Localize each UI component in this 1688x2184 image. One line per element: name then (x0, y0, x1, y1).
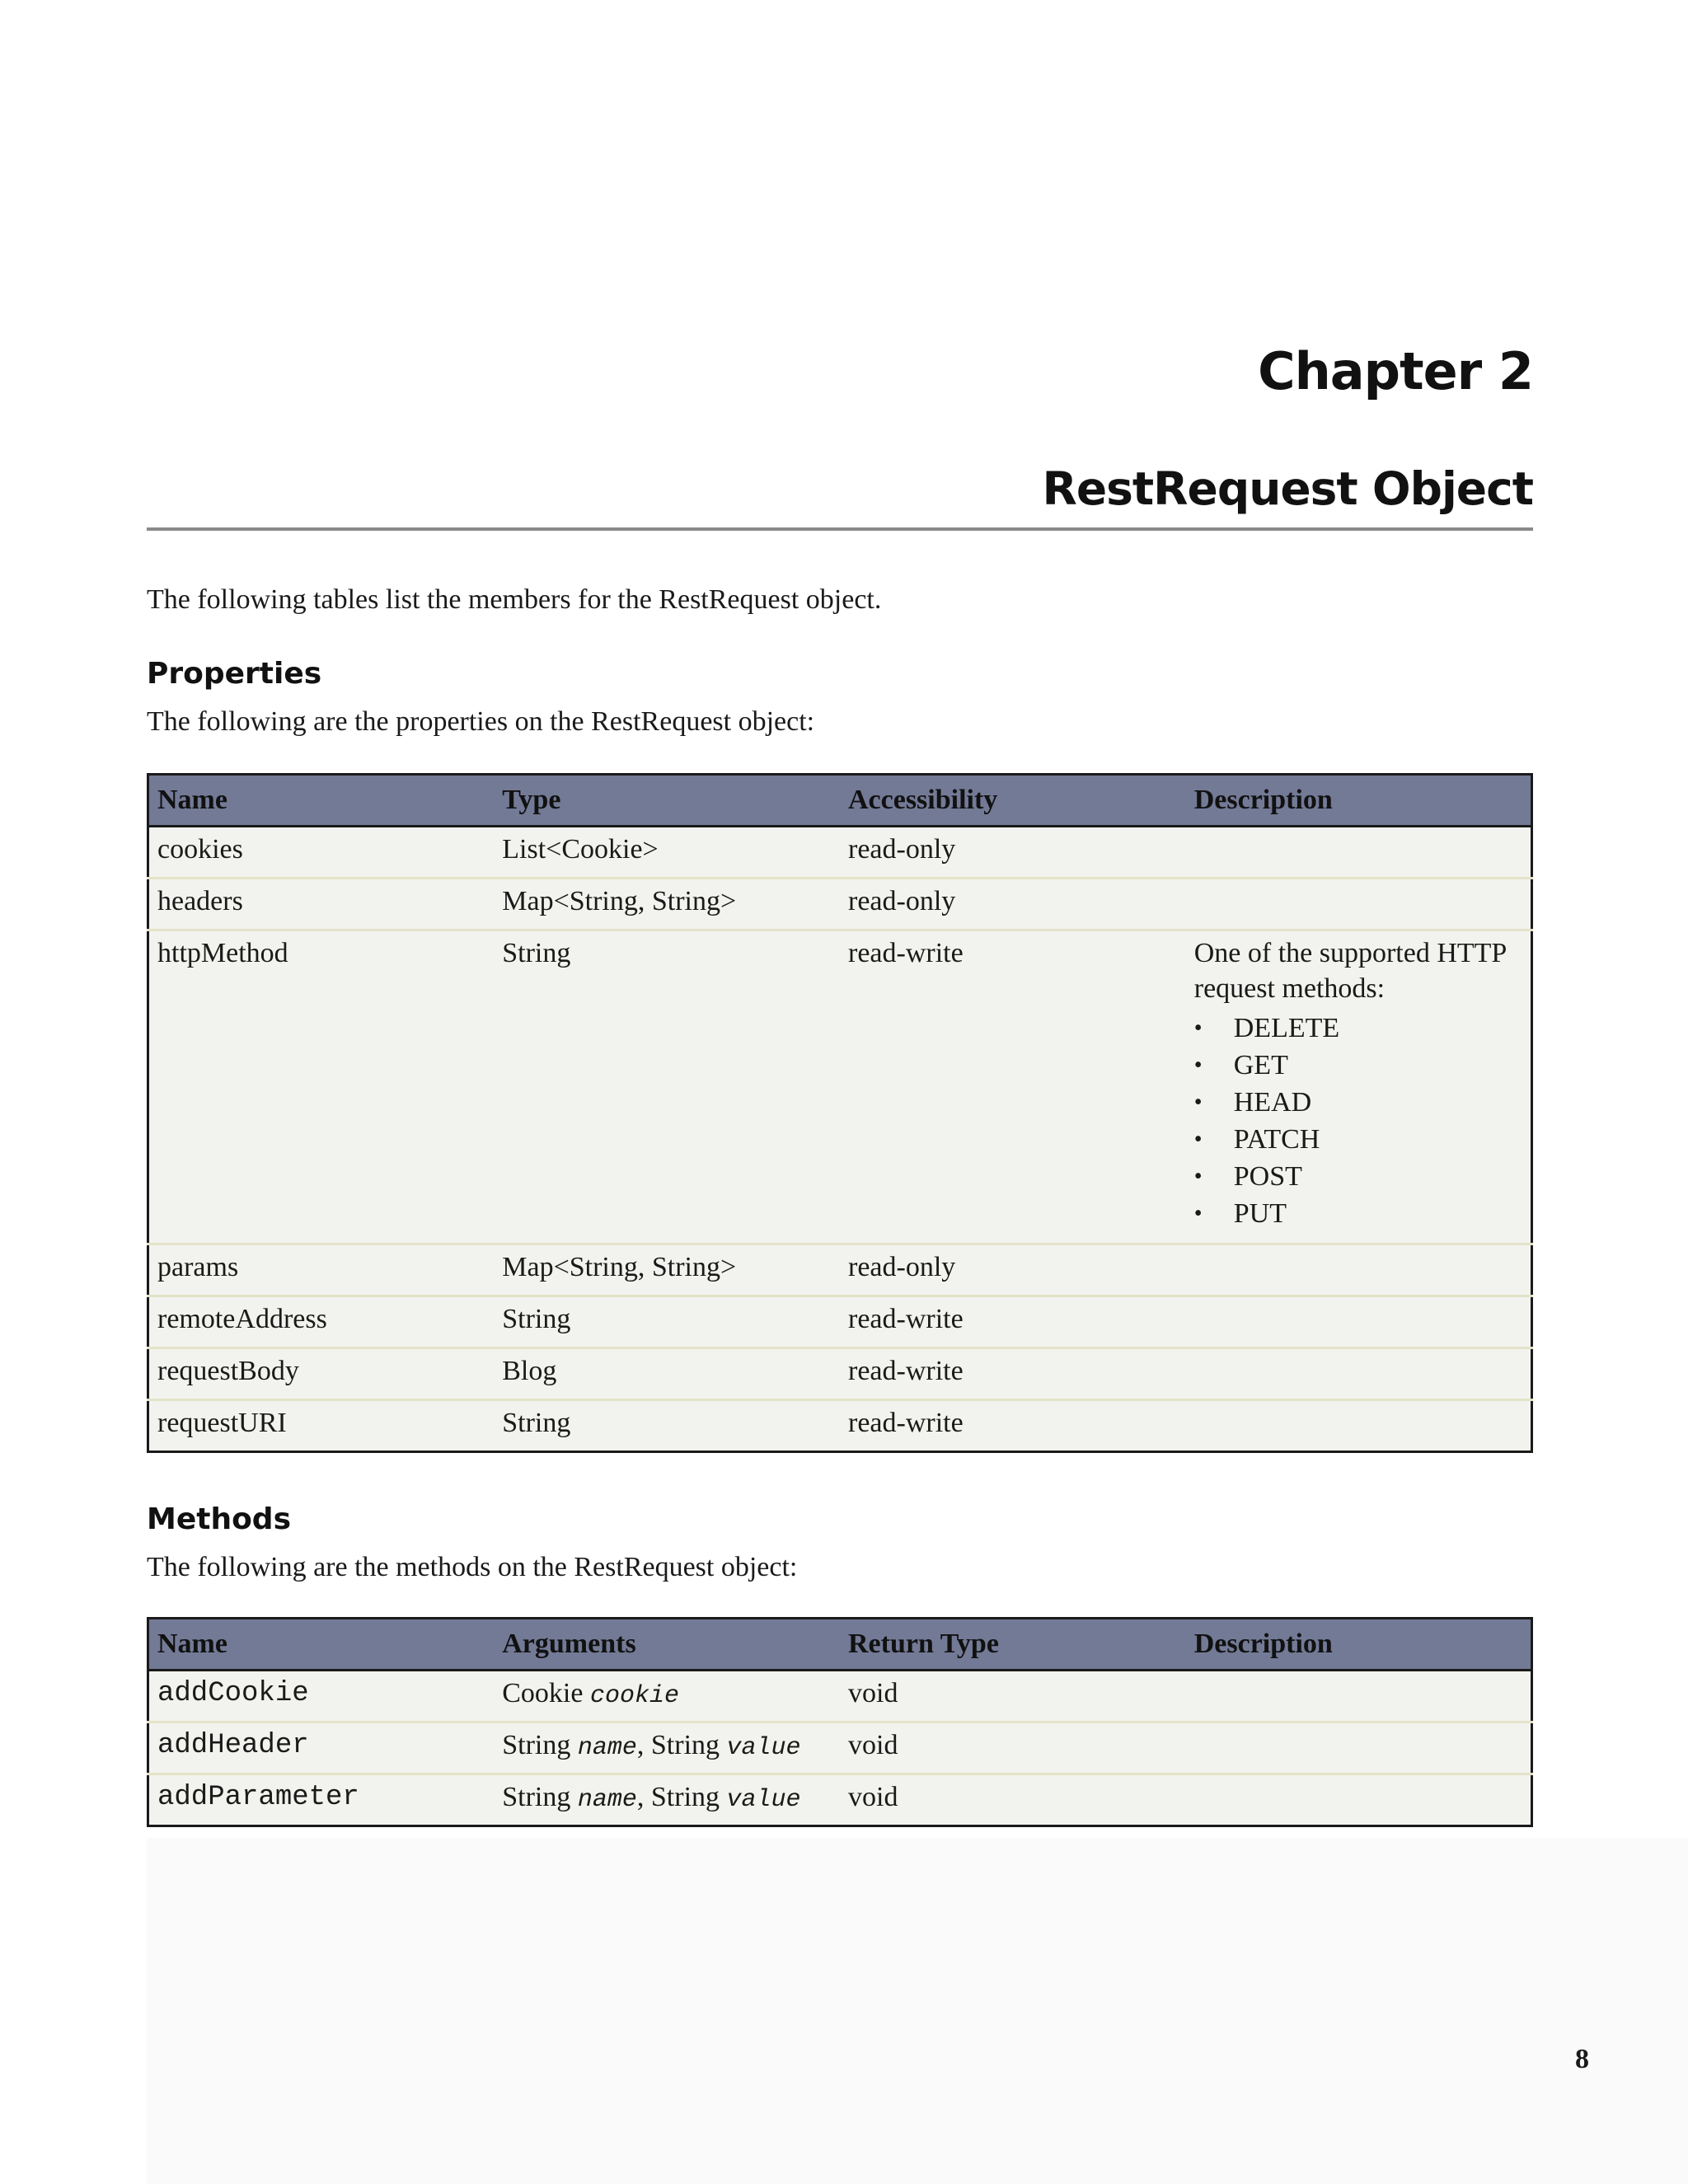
argument-name: cookie (589, 1682, 679, 1710)
property-accessibility: read-only (840, 1244, 1186, 1296)
method-arguments (494, 1671, 840, 1722)
table-row (148, 1774, 1532, 1826)
method-return-type: void (840, 1671, 1186, 1722)
property-accessibility: read-only (840, 879, 1186, 930)
methods-heading: Methods (147, 1502, 292, 1536)
property-description-cell (1186, 930, 1532, 1244)
property-accessibility: read-only (840, 827, 1186, 879)
property-type: Map<String, String> (494, 879, 840, 930)
properties-heading: Properties (147, 657, 322, 691)
property-type: List<Cookie> (494, 827, 840, 879)
column-header-accessibility: Accessibility (840, 775, 1186, 827)
property-description (1186, 879, 1532, 930)
property-description (1186, 1348, 1532, 1400)
property-type: String (494, 930, 840, 1244)
chapter-title: RestRequest Object (1042, 462, 1533, 515)
methods-description: The following are the methods on the RestRequest object: (147, 1552, 798, 1582)
property-name: requestBody (148, 1348, 495, 1400)
column-header-return-type: Return Type (840, 1619, 1186, 1671)
method-arguments: String name, String value (502, 1782, 801, 1814)
method-name: addParameter (157, 1782, 359, 1813)
property-type: String (502, 1408, 571, 1438)
column-header-name: Name (148, 1619, 495, 1671)
method-return-type: void (840, 1722, 1186, 1774)
property-accessibility: read-write (840, 1348, 1186, 1400)
methods-header-row (148, 1619, 1532, 1671)
list-item: • GET (1194, 1047, 1522, 1084)
property-accessibility: read-write (848, 1408, 964, 1438)
argument-type: String (650, 1730, 720, 1760)
property-description: One of the supported HTTP request methods: (1193, 938, 1507, 1004)
property-description (1186, 1400, 1532, 1452)
argument-type: Cookie (502, 1678, 584, 1708)
property-accessibility: read-write (840, 930, 1186, 1244)
column-header-arguments: Arguments (494, 1619, 840, 1671)
argument-name: value (726, 1786, 801, 1814)
property-description (1186, 1244, 1532, 1296)
argument-type: String (502, 1782, 571, 1812)
chapter-label: Chapter 2 (1258, 341, 1533, 401)
property-description (1186, 1296, 1532, 1348)
property-name: httpMethod (148, 930, 495, 1244)
method-description (1186, 1722, 1532, 1774)
properties-table (147, 773, 1533, 1453)
table-row (148, 827, 1532, 879)
property-description (1186, 827, 1532, 879)
argument-type: String (650, 1782, 720, 1812)
properties-header-row (148, 775, 1532, 827)
table-row (148, 1400, 1532, 1452)
argument-name: value (726, 1734, 801, 1762)
column-header-name: Name (148, 775, 495, 827)
table-row (148, 1348, 1532, 1400)
methods-table (147, 1617, 1533, 1827)
title-divider (147, 527, 1533, 531)
property-name: requestURI (157, 1408, 287, 1438)
http-methods-list (1194, 1010, 1522, 1232)
property-accessibility: read-write (840, 1296, 1186, 1348)
table-row (148, 1671, 1532, 1722)
argument-name: name (577, 1734, 637, 1762)
property-type: Blog (494, 1348, 840, 1400)
method-description (1186, 1671, 1532, 1722)
properties-description: The following are the properties on the RestRequest object: (147, 706, 815, 737)
table-row (148, 1244, 1532, 1296)
column-header-type: Type (494, 775, 840, 827)
column-header-description: Description (1186, 775, 1532, 827)
table-row (148, 1722, 1532, 1774)
property-name: cookies (148, 827, 495, 879)
list-item: • DELETE (1194, 1010, 1522, 1047)
column-header-description: Description (1186, 1619, 1532, 1671)
method-return-type: void (848, 1782, 898, 1812)
property-type: Map<String, String> (494, 1244, 840, 1296)
property-name: headers (148, 879, 495, 930)
list-item: • POST (1194, 1158, 1522, 1195)
property-name: params (148, 1244, 495, 1296)
property-name: remoteAddress (148, 1296, 495, 1348)
list-item: • PUT (1194, 1195, 1522, 1232)
page-number: 8 (1575, 2044, 1589, 2074)
page-background-tint (147, 1838, 1688, 2184)
argument-name: name (577, 1786, 637, 1814)
method-name: addHeader (148, 1722, 495, 1774)
property-type: String (494, 1296, 840, 1348)
list-item: • HEAD (1194, 1084, 1522, 1121)
method-arguments: String name, String value (494, 1722, 840, 1774)
table-row (148, 879, 1532, 930)
method-name: addCookie (148, 1671, 495, 1722)
table-row (148, 1296, 1532, 1348)
table-row (148, 930, 1532, 1244)
method-description (1186, 1774, 1532, 1826)
intro-paragraph: The following tables list the members for the RestRequest object. (147, 584, 882, 615)
argument-type: String (502, 1730, 571, 1760)
list-item: • PATCH (1194, 1121, 1522, 1158)
